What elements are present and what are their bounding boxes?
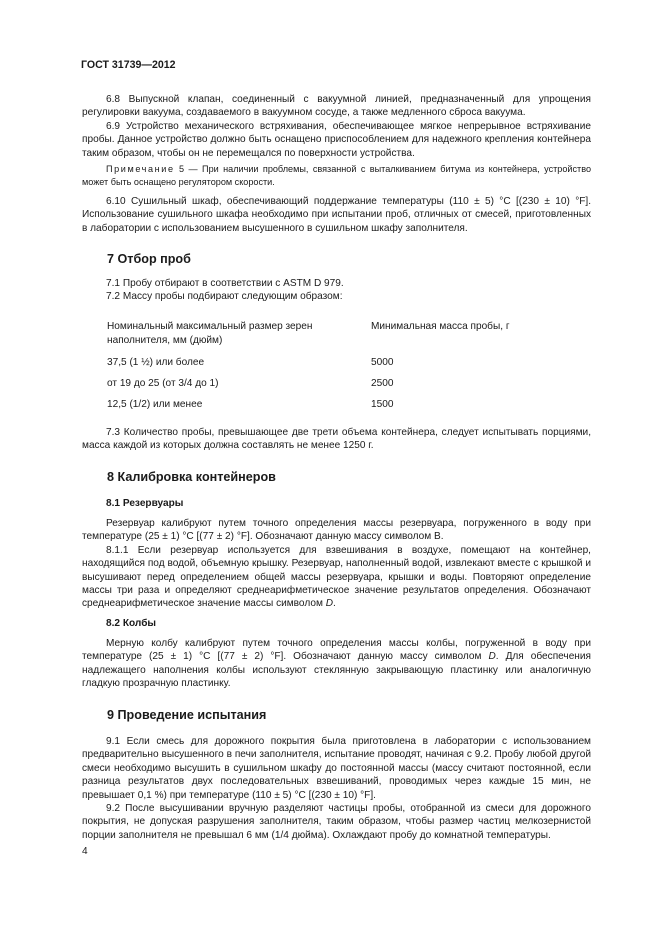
document-header: ГОСТ 31739—2012 <box>81 59 176 71</box>
table-row-mass: 5000 <box>371 357 394 368</box>
symbol-d: D <box>488 651 496 663</box>
clause-7-2: 7.2 Массу пробы подбирают следующим образом: <box>106 291 343 303</box>
table-row-mass: 2500 <box>371 378 394 389</box>
table-row-size: от 19 до 25 (от 3/4 до 1) <box>107 378 219 389</box>
clause-9-1: 9.1 Если смесь для дорожного покрытия была приготовлена в лаборатории с использованием предварительно высушенного в печи заполнителя, испытание проводят, начиная с 9.2. Пробу любой другой смеси необходимо высушить в сушильном шкафу до постоянной массы (массу считают постоянной, если разница результатов двух последовательных взвешиваний, проводимых через каждые 15 мин, не превышает 0,1 %) при температуре (110 ± 5) °С [(230 ± 10) °F]. <box>82 736 591 801</box>
subsection-8-2-title: 8.2 Колбы <box>106 618 157 629</box>
note-text: 5 — При наличии проблемы, связанной с выталкиванием битума из контейнера, устройство может быть оснащено регулятором скорости. <box>82 164 591 187</box>
table-row-mass: 1500 <box>371 399 394 410</box>
section-9-title: 9 Проведение испытания <box>107 708 267 722</box>
clause-7-3-block <box>82 426 591 453</box>
clause-8-1-1: 8.1.1 Если резервуар используется для взвешивания в воздухе, помещают на контейнер, находящийся под водой, объемную крышку. Резервуар, наполненный водой, извлекают вместе с крышкой и высушивают перед определением общей массы резервуара, крышки и воды. Повторяют определение массы три раза и определяют среднеарифметическое значение результатов определения. Обозначают среднеарифметическое значение массы символом D. <box>82 544 591 610</box>
table-header-mass: Минимальная масса пробы, г <box>371 321 510 332</box>
subsection-8-1-body <box>82 517 591 611</box>
clause-9-2: 9.2 После высушивании вручную разделяют частицы пробы, отобранной из смеси для дорожного покрытия, не допуская разрушения заполнителя, таким образом, чтобы размер частиц мелкозернистой порции заполнителя не превышал 6 мм (1/4 дюйма). Охлаждают пробу до комнатной температуры. <box>82 803 591 841</box>
section-9-body <box>82 735 591 842</box>
section-8-title: 8 Калибровка контейнеров <box>107 470 276 484</box>
clause-6-10: 6.10 Сушильный шкаф, обеспечивающий поддержание температуры (110 ± 5) °С [(230 ± 10) °F]. Использование сушильного шкафа необходимо при испытании проб, отличных от смесей, приготовленных в лаборатории с использованием высушенного в сушильном шкафу заполнителя. <box>82 196 591 234</box>
section-7-title: 7 Отбор проб <box>107 252 191 266</box>
table-row-size: 12,5 (1/2) или менее <box>107 399 203 410</box>
page-number: 4 <box>82 846 88 857</box>
clause-8-2-text: Мерную колбу калибруют путем точного определения массы колбы, погруженной в воду при температуре (25 ± 1) °С [(77 ± 2) °F]. Обозначают данную массу символом D. Для обеспечения надлежащего наполнения колбы используют стеклянную закрывающую пластинку или аналогичную гладкую прозрачную пластинку. <box>82 638 591 690</box>
clause-6-8: 6.8 Выпускной клапан, соединенный с вакуумной линией, предназначенный для упрощения регулировки вакуума, создаваемого в вакуумном сосуде, а также медленного сброса вакуума. <box>82 94 591 119</box>
table-header-size-line1: Номинальный максимальный размер зерен <box>107 321 313 332</box>
note-5 <box>82 163 591 188</box>
clause-7-3: 7.3 Количество пробы, превышающее две трети объема контейнера, следует испытывать порциями, масса каждой из которых должна составлять не менее 1250 г. <box>82 427 591 452</box>
clause-6-10-block <box>82 195 591 235</box>
clause-6-9: 6.9 Устройство механического встряхивания, обеспечивающее мягкое непрерывное встряхивание пробы. Данное устройство должно быть оснащено приспособлением для надежного крепления контейнера таким образом, чтобы он не перемещался по поверхности устройства. <box>82 120 591 159</box>
clauses-6-8-6-9 <box>82 93 591 160</box>
clause-8-1-text: Резервуар калибруют путем точного определения массы резервуара, погруженного в воду при температуре (25 ± 1) °С [(77 ± 2) °F]. Обозначают данную массу символом В. <box>82 518 591 543</box>
clauses-7-1-7-2 <box>82 277 591 304</box>
symbol-d: D <box>325 598 333 610</box>
table-row-size: 37,5 (1 ½) или более <box>107 357 205 368</box>
table-header-size-line2: наполнителя, мм (дюйм) <box>107 335 223 346</box>
subsection-8-2-body <box>82 637 591 691</box>
note-label: Примечание <box>106 164 175 174</box>
subsection-8-1-title: 8.1 Резервуары <box>106 498 184 509</box>
clause-7-1: 7.1 Пробу отбирают в соответствии с ASTM D 979. <box>106 278 344 289</box>
